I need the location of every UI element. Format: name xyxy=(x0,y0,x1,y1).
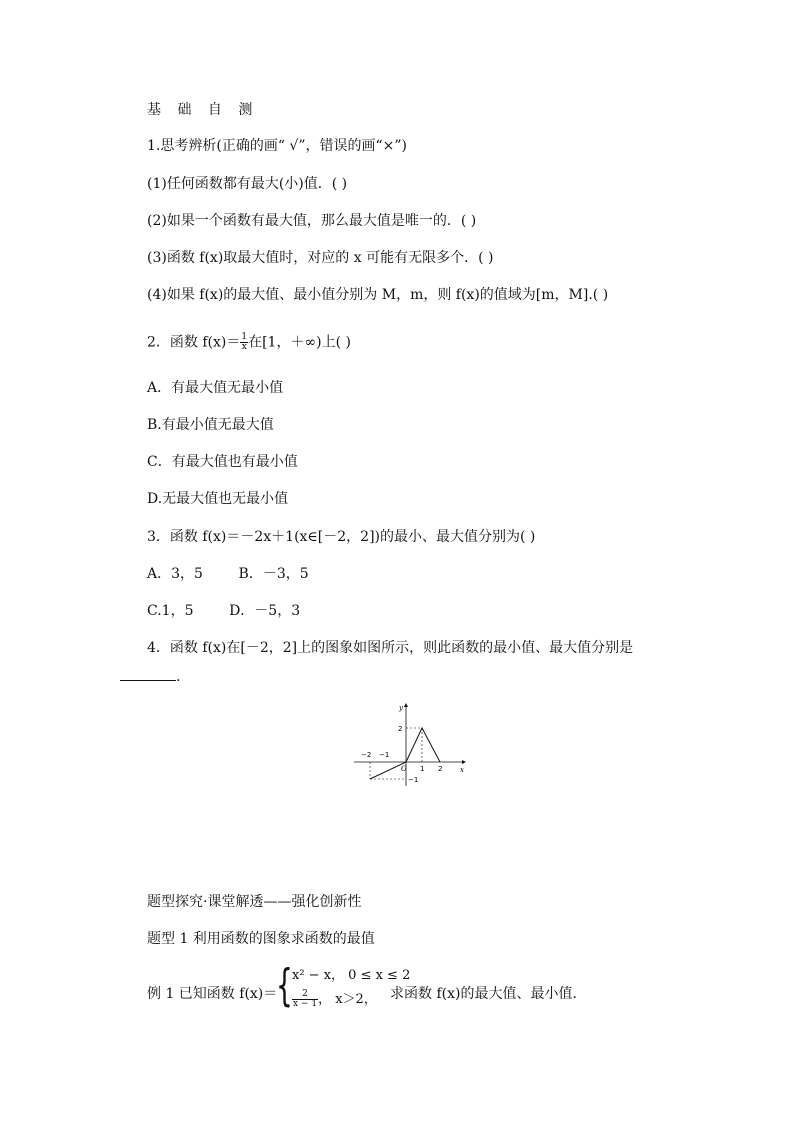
question-2-option-d: D.无最大值也无最小值 xyxy=(147,491,289,507)
section-2-title: 题型探究·课堂解透——强化创新性 xyxy=(147,894,362,910)
question-3-stem: 3．函数 f(x)＝－2x＋1(x∈[－2，2])的最小、最大值分别为( ) xyxy=(147,529,536,545)
piece-2-fraction xyxy=(292,990,318,1009)
piece-2-numerator: 2 xyxy=(292,990,318,1000)
question-2-suffix: 在[1，＋∞)上( ) xyxy=(248,334,351,351)
question-1-item-1: (1)任何函数都有最大(小)值．( ) xyxy=(147,176,348,192)
question-1-item-3: (3)函数 f(x)取最大值时，对应的 x 可能有无限多个．( ) xyxy=(147,250,494,266)
label-x-one: 1 xyxy=(420,765,425,773)
piece-1: x² − x， 0 ≤ x ≤ 2 xyxy=(292,968,411,983)
question-4-stem: 4．函数 f(x)在[－2，2]上的图象如图所示，则此函数的最小值、最大值分别是 xyxy=(147,640,634,656)
label-x-two: 2 xyxy=(438,765,443,773)
fraction-numerator: 1 xyxy=(241,332,248,342)
label-x: x xyxy=(460,766,464,774)
section-title: 基 础 自 测 xyxy=(147,102,259,118)
question-3-options-row-2: C.1，5 D．－5，3 xyxy=(147,603,301,619)
question-4-answer-line xyxy=(120,666,180,686)
label-y: y xyxy=(399,704,403,712)
x-axis-arrow xyxy=(462,760,466,764)
label-x-neg-one: −1 xyxy=(379,751,390,759)
label-x-neg-two: −2 xyxy=(361,751,372,759)
answer-blank xyxy=(120,666,176,681)
question-1-stem: 1.思考辨析(正确的画“ √”，错误的画“×”) xyxy=(147,138,408,154)
question-1-item-4: (4)如果 f(x)的最大值、最小值分别为 M，m，则 f(x)的值域为[m，M].( ) xyxy=(147,287,609,303)
label-y-two: 2 xyxy=(398,725,403,733)
question-1-item-2: (2)如果一个函数有最大值，那么最大值是唯一的．( ) xyxy=(147,213,477,229)
function-graph xyxy=(350,700,470,790)
question-2-option-c: C．有最大值也有最小值 xyxy=(147,454,298,470)
example-1-suffix: 求函数 f(x)的最大值、最小值． xyxy=(390,986,587,1002)
fraction-one-over-x xyxy=(240,333,248,352)
y-axis-arrow xyxy=(404,703,408,707)
piece-2-denominator: x − 1 xyxy=(293,999,318,1009)
question-3-options-row-1: A．3，5 B．－3，5 xyxy=(147,566,309,582)
piece-2 xyxy=(292,990,377,1009)
question-2-option-b: B.有最小值无最大值 xyxy=(147,417,274,433)
question-2-option-a: A．有最大值无最小值 xyxy=(147,380,284,396)
piece-2-condition: ， x＞2， xyxy=(318,992,377,1007)
label-y-neg-one: −1 xyxy=(408,776,419,784)
type-1-heading: 题型 1 利用函数的图象求函数的最值 xyxy=(147,931,375,947)
question-2-prefix: 2．函数 f(x)＝ xyxy=(147,334,241,351)
label-origin: O xyxy=(401,765,407,773)
left-brace: { xyxy=(276,960,293,1011)
question-2-stem xyxy=(147,333,351,352)
fraction-denominator: x xyxy=(241,342,247,352)
question-4-end: . xyxy=(176,669,181,685)
example-1-prefix: 例 1 已知函数 f(x)＝ xyxy=(147,986,278,1002)
